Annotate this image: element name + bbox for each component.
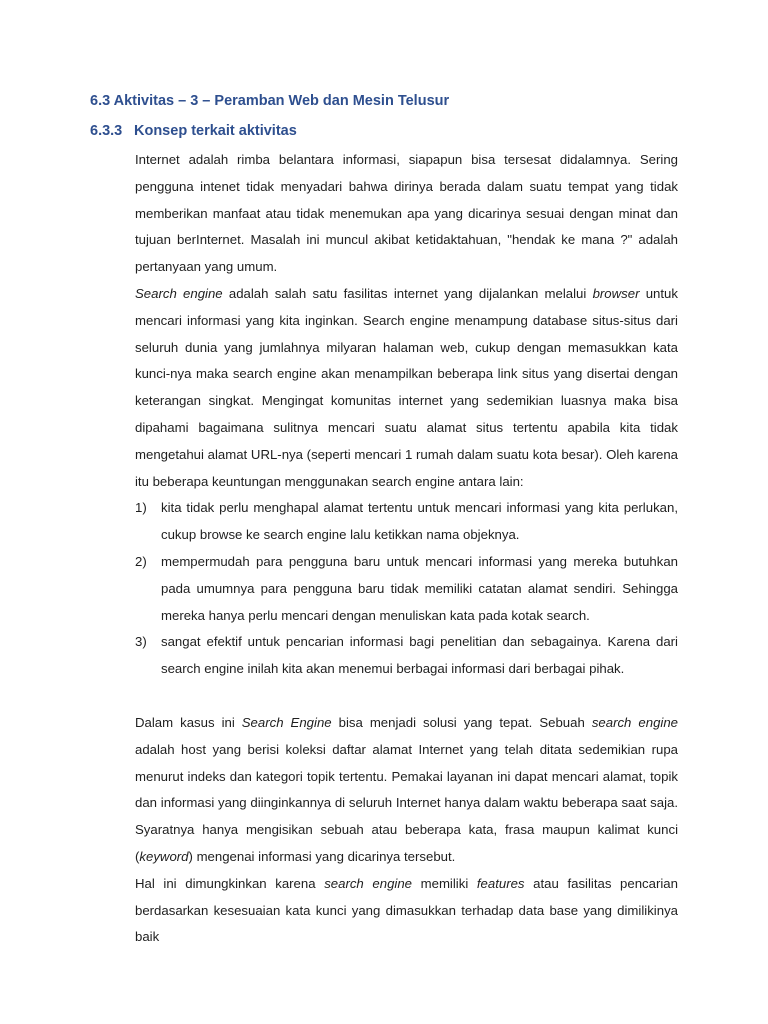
subsection-heading — [90, 123, 297, 139]
paragraph-2: Search engine adalah salah satu fasilitas internet yang dijalankan melalui browser untuk mencari informasi yang kita inginkan. Search engine menampung database situs-situs dari seluruh dunia yang jumlahnya milyaran halaman web, cukup dengan memasukkan kata kunci-nya maka search engine akan menampilkan beberapa link situs yang disertai dengan keterangan singkat. Mengingat komunitas internet yang sedemikian luasnya maka bisa dipahami bagaimana sulitnya mencari suatu alamat situs tertentu apabila kita tidak mengetahui alamat URL-nya (seperti mencari 1 rumah dalam suatu kota besar). Oleh karena itu beberapa keuntungan menggunakan search engine antara lain: — [135, 285, 678, 489]
list-marker: 1) — [135, 500, 147, 516]
section-heading: 6.3 Aktivitas – 3 – Peramban Web dan Mesin Telusur — [90, 93, 450, 109]
list-item: 3) sangat efektif untuk pencarian informasi bagi penelitian dan sebagainya. Karena dari search engine inilah kita akan menemui berbagai informasi dari berbagai pihak. — [135, 629, 678, 683]
paragraph-1: Internet adalah rimba belantara informasi, siapapun bisa tersesat didalamnya. Sering pengguna intenet tidak menyadari bahwa dirinya berada dalam suatu tempat yang tidak memberikan manfaat atau tidak menemukan apa yang dicarinya sesuai dengan minat dan tujuan berInternet. Masalah ini muncul akibat ketidaktahuan, "hendak ke mana ?" adalah pertanyaan yang umum. — [135, 152, 678, 275]
list-item: 2) mempermudah para pengguna baru untuk mencari informasi yang mereka butuhkan pada umumnya para pengguna baru tidak memiliki catatan alamat sendiri. Sehingga mereka hanya perlu mencari dengan menuliskan kata pada kotak search. — [135, 549, 678, 629]
list-marker: 3) — [135, 634, 147, 650]
paragraph-3: Dalam kasus ini Search Engine bisa menjadi solusi yang tepat. Sebuah search engine adalah host yang berisi koleksi daftar alamat Internet yang telah ditata sedemikian rupa menurut indeks dan kategori topik tertentu. Pemakai layanan ini dapat mencari alamat, topik dan informasi yang diinginkannya di seluruh Internet hanya dalam waktu beberapa saat saja. Syaratnya hanya mengisikan sebuah atau beberapa kata, frasa maupun kalimat kunci (keyword) mengenai informasi yang dicarinya tersebut. — [135, 714, 678, 864]
subsection-number: 6.3.3 — [90, 123, 123, 139]
paragraph-4: Hal ini dimungkinkan karena search engine memiliki features atau fasilitas pencarian berdasarkan kesesuaian kata kunci yang dimasukkan terhadap data base yang dimilikinya baik — [135, 875, 678, 945]
benefits-list — [135, 495, 678, 683]
term-search-engine: Search engine — [135, 285, 223, 301]
list-marker: 2) — [135, 553, 147, 569]
spacer — [135, 683, 678, 710]
subsection-title: Konsep terkait aktivitas — [134, 123, 297, 139]
list-item: 1) kita tidak perlu menghapal alamat tertentu untuk mencari informasi yang kita perlukan, cukup browse ke search engine lalu ketikkan nama objeknya. — [135, 495, 678, 549]
body-text — [135, 147, 678, 951]
term-browser: browser — [592, 285, 640, 301]
